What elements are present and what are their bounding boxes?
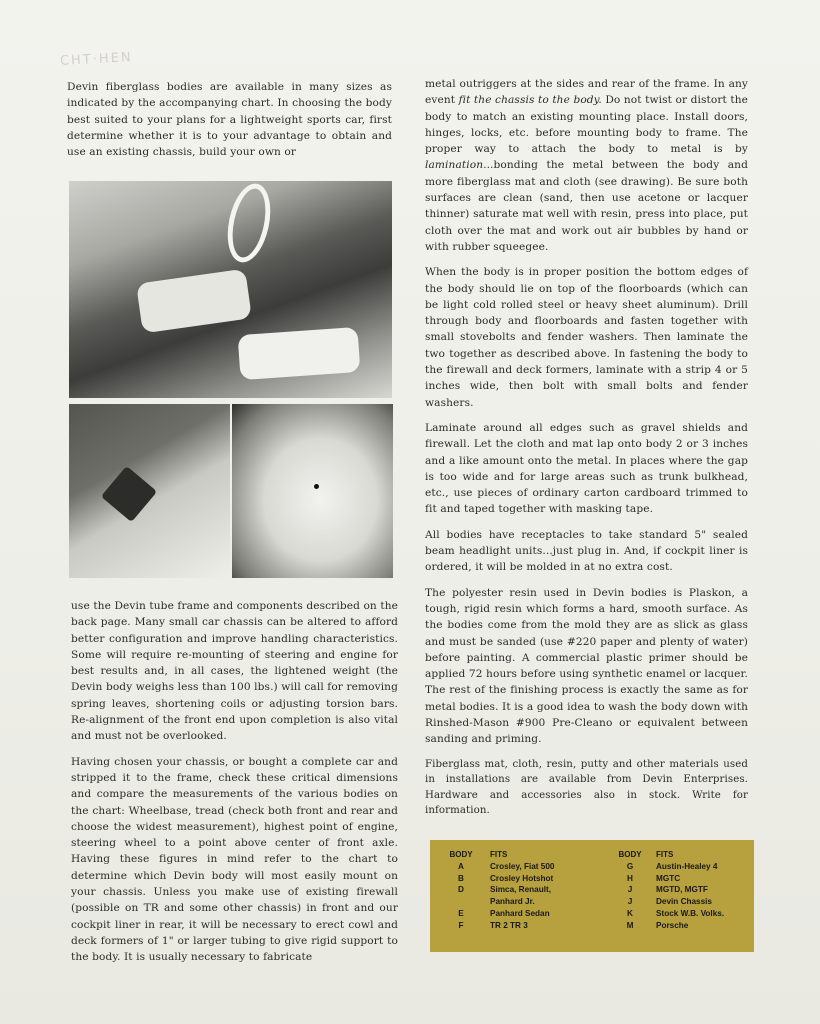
table-cell: Austin-Healey 4 xyxy=(656,861,718,871)
steering-wheel-shape xyxy=(221,181,277,266)
chart-header-row xyxy=(440,849,736,861)
chart-header: FITS xyxy=(490,850,508,859)
table-cell: Stock W.B. Volks. xyxy=(656,908,725,918)
table-row xyxy=(440,873,736,885)
table-cell xyxy=(440,896,482,908)
mounting-column xyxy=(425,76,748,828)
intro-paragraph: Devin fiberglass bodies are available in many sizes as indicated by the accompanying chart. In choosing the body best suited to your plans for a lightweight sports car, first determine whether it is to your advantage to obtain and use an existing chassis, build your own or xyxy=(67,81,392,159)
table-cell: TR 2 TR 3 xyxy=(490,920,528,930)
mounting-paragraph-1: metal outriggers at the sides and rear of the frame. In any event fit the chassis to the body. Do not twist or distort the body to match an existing mounting place. Install doors, hinges, locks, etc. before mounting body to frame. The proper way to attach the body to metal is by lamination...bonding the metal between the body and more fiberglass mat and cloth (see drawing). Be sure both surfaces are clean (sand, then use acetone or lacquer thinner) saturate mat well with resin, press into place, put cloth over the mat and work out air bubbles by hand or with rubber squeegee. xyxy=(425,78,748,253)
table-row xyxy=(440,896,736,908)
table-cell: Devin Chassis xyxy=(656,897,712,907)
table-cell: J xyxy=(627,885,633,895)
table-row xyxy=(440,884,736,896)
table-cell: Crosley, Fiat 500 xyxy=(490,861,555,871)
mounting-paragraph-4: All bodies have receptacles to take standard 5" sealed beam headlight units...just plug in. And, if cockpit liner is ordered, it will be molded in at no extra cost. xyxy=(425,528,748,574)
mounting-paragraph-5: The polyester resin used in Devin bodies is Plaskon, a tough, rigid resin which forms a hard, smooth surface. As the bodies come from the mold they are as slick as glass and must be sanded (use #220 paper and plenty of water) before painting. A commercial plastic primer should be applied 72 hours before using synthetic enamel or lacquer. The rest of the finishing process is exactly the same as for metal bodies. It is a good idea to wash the body down with Rinshed-Mason #900 Pre-Cleano or equivalent between sanding and priming. xyxy=(425,586,748,746)
intro-column xyxy=(67,79,392,169)
table-cell: F xyxy=(458,920,464,930)
table-cell: M xyxy=(626,920,634,930)
bolt-shape xyxy=(101,466,157,522)
chart-header: FITS xyxy=(656,850,674,859)
chassis-column xyxy=(71,598,398,975)
headlight-receptacle-photo xyxy=(232,404,393,578)
table-cell: G xyxy=(626,861,634,871)
panel-shape xyxy=(238,327,361,380)
mounting-paragraph-2: When the body is in proper position the bottom edges of the body should lie on top of the floorboards (which can be light cold rolled steel or heavy sheet aluminum). Drill through body and floorboards and fasten together with small stovebolts and fender washers. Then laminate the two together as described above. In fastening the body to the firewall and deck formers, laminate with a strip 4 or 5 inches wide, then bolt with small bolts and fender washers. xyxy=(425,266,748,409)
hole-shape xyxy=(314,484,319,489)
table-cell: H xyxy=(627,873,633,883)
table-cell: MGTD, MGTF xyxy=(656,885,708,895)
table-cell: Simca, Renault, xyxy=(490,885,551,895)
table-cell: K xyxy=(627,908,633,918)
lamination-photo xyxy=(69,404,230,578)
table-cell: Porsche xyxy=(656,920,689,930)
chassis-paragraph-2: Having chosen your chassis, or bought a complete car and stripped it to the frame, check these critical dimensions and compare the measurements of the various bodies on the chart: Wheelbase, tread (check both front and rear and choose the widest measurement), highest point of engine, steering wheel to a point above center of front axle. Having these figures in mind refer to the chart to determine which Devin body will most easily mount on your chassis. Unless you make use of existing firewall (possible on TR and some other chassis) in front and our cockpit liner in rear, it will be necessary to erect cowl and deck formers of 1" or larger tubing to give rigid support to the body. It is usually necessary to fabricate xyxy=(71,755,398,964)
table-cell: Panhard Jr. xyxy=(490,897,535,907)
table-cell: MGTC xyxy=(656,873,681,883)
table-cell: A xyxy=(458,861,464,871)
table-cell: Crosley Hotshot xyxy=(490,873,554,883)
chart-header: BODY xyxy=(618,850,642,859)
table-row xyxy=(440,908,736,920)
body-fit-chart xyxy=(430,840,754,952)
body-fit-table xyxy=(440,849,736,932)
chart-header: BODY xyxy=(449,850,473,859)
pencil-mark: CHT·HEN xyxy=(59,50,133,69)
seat-shape xyxy=(136,269,252,334)
table-cell: D xyxy=(458,885,464,895)
cockpit-photo xyxy=(69,181,392,398)
table-row xyxy=(440,920,736,932)
table-cell: J xyxy=(627,897,633,907)
table-cell: Panhard Sedan xyxy=(490,908,550,918)
table-cell: E xyxy=(458,908,464,918)
table-row xyxy=(440,861,736,873)
mounting-paragraph-3: Laminate around all edges such as gravel shields and firewall. Let the cloth and mat lap onto body 2 or 3 inches and a like amount onto the metal. In places where the gap is too wide and for large areas such as trunk bulkhead, etc., use pieces of ordinary carton cardboard trimmed to fit and taped together with masking tape. xyxy=(425,421,748,516)
table-cell: B xyxy=(458,873,464,883)
materials-paragraph: Fiberglass mat, cloth, resin, putty and other materials used in installations are available from Devin Enterprises. Hardware and accessories also in stock. Write for information. xyxy=(425,758,748,817)
chassis-paragraph-1: use the Devin tube frame and components described on the back page. Many small car chassis can be altered to afford better configuration and improve handling characteristics. Some will require re-mounting of steering and engine for best results and, in all cases, the lightened weight (the Devin body weighs less than 100 lbs.) will call for removing spring leaves, shortening coils or adjusting torsion bars. Re-alignment of the front end upon completion is also vital and must not be overlooked. xyxy=(71,600,398,743)
